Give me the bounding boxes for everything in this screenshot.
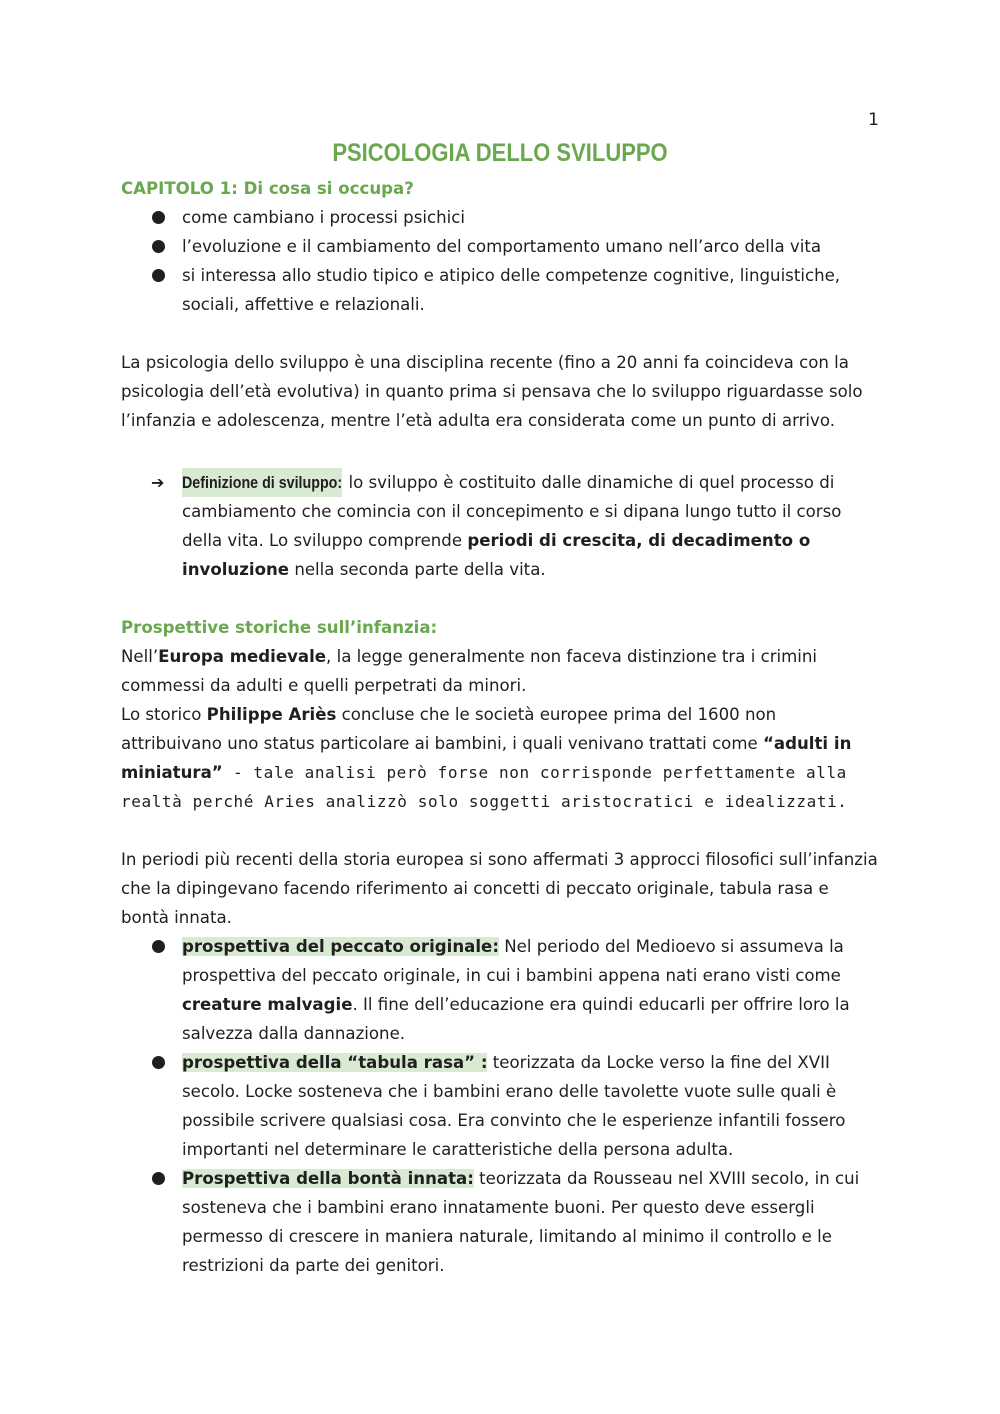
bullet-icon <box>152 240 165 253</box>
document-title: PSICOLOGIA DELLO SVILUPPO <box>332 139 668 167</box>
chapter-heading: CAPITOLO 1: Di cosa si occupa? <box>121 179 414 198</box>
intro-paragraph: La psicologia dello sviluppo è una disciplina recente (fino a 20 anni fa coincideva con la psicologia dell’età evolutiva) in quanto prima si pensava che lo sviluppo riguardasse solo l’infanzia e adolescenza, mentre l’età adulta era considerata come un punto di arrivo. <box>121 353 863 430</box>
bullet-icon <box>152 1172 165 1185</box>
bullet-icon <box>152 1056 165 1069</box>
document-body <box>121 174 881 1280</box>
bullet-icon <box>152 940 165 953</box>
list-item: prospettiva del peccato originale: Nel periodo del Medioevo si assumeva la prospettiva del peccato originale, in cui i bambini appena nati erano visti come creature malvagie. Il fine dell’educazione era quindi educarli per offrire loro la salvezza dalla dannazione. <box>121 932 881 1048</box>
arrow-icon: ➔ <box>151 473 165 492</box>
history-heading: Prospettive storiche sull’infanzia: <box>121 618 438 637</box>
approach-label: prospettiva del peccato originale: <box>182 937 499 956</box>
approach-label: Prospettiva della bontà innata: <box>182 1169 474 1188</box>
approaches-paragraph: In periodi più recenti della storia europea si sono affermati 3 approcci filosofici sull’infanzia che la dipingevano facendo riferimento ai concetti di peccato originale, tabula rasa e bontà innata. <box>121 850 878 927</box>
history-paragraph-1: Nell’Europa medievale, la legge generalmente non faceva distinzione tra i crimini commessi da adulti e quelli perpetrati da minori. <box>121 647 818 695</box>
page-number: 1 <box>868 110 879 130</box>
list-item: prospettiva della “tabula rasa” : teorizzata da Locke verso la fine del XVII secolo. Locke sosteneva che i bambini erano delle tavolette vuote sulle quali è possibile scrivere qualsiasi cosa. Era convinto che le esperienze infantili fossero importanti nel determinare le caratteristiche della persona adulta. <box>121 1048 881 1164</box>
approaches-list <box>121 932 881 1280</box>
history-paragraph-2: Lo storico Philippe Ariès concluse che le società europee prima del 1600 non attribuivano uno status particolare ai bambini, i quali venivano trattati come “adulti in miniatura” - tale analisi però forse non corrisponde perfettamente alla realtà perché Aries analizzò solo soggetti aristocratici e idealizzati. <box>121 705 852 811</box>
chapter-bullet-list <box>121 203 881 319</box>
definition-label: Definizione di sviluppo: <box>182 468 342 497</box>
bullet-icon <box>152 211 165 224</box>
definition-item: ➔ Definizione di sviluppo: lo sviluppo è costituito dalle dinamiche di quel processo di cambiamento che comincia con il concepimento e si dipana lungo tutto il corso della vita. Lo sviluppo comprende periodi di crescita, di decadimento o involuzione nella seconda parte della vita. <box>121 468 881 584</box>
list-item: Prospettiva della bontà innata: teorizzata da Rousseau nel XVIII secolo, in cui sosteneva che i bambini erano innatamente buoni. Per questo deve essergli permesso di crescere in maniera naturale, limitando al minimo il controllo e le restrizioni da parte dei genitori. <box>121 1164 881 1280</box>
bullet-icon <box>152 269 165 282</box>
list-item: l’evoluzione e il cambiamento del comportamento umano nell’arco della vita <box>121 232 881 261</box>
approach-label: prospettiva della “tabula rasa” : <box>182 1053 488 1072</box>
handwritten-note: - tale analisi però forse non corrisponde perfettamente alla realtà perché Aries analizzò solo soggetti aristocratici e idealizzati. <box>121 763 848 811</box>
list-item: si interessa allo studio tipico e atipico delle competenze cognitive, linguistiche, sociali, affettive e relazionali. <box>121 261 881 319</box>
list-item: come cambiano i processi psichici <box>121 203 881 232</box>
